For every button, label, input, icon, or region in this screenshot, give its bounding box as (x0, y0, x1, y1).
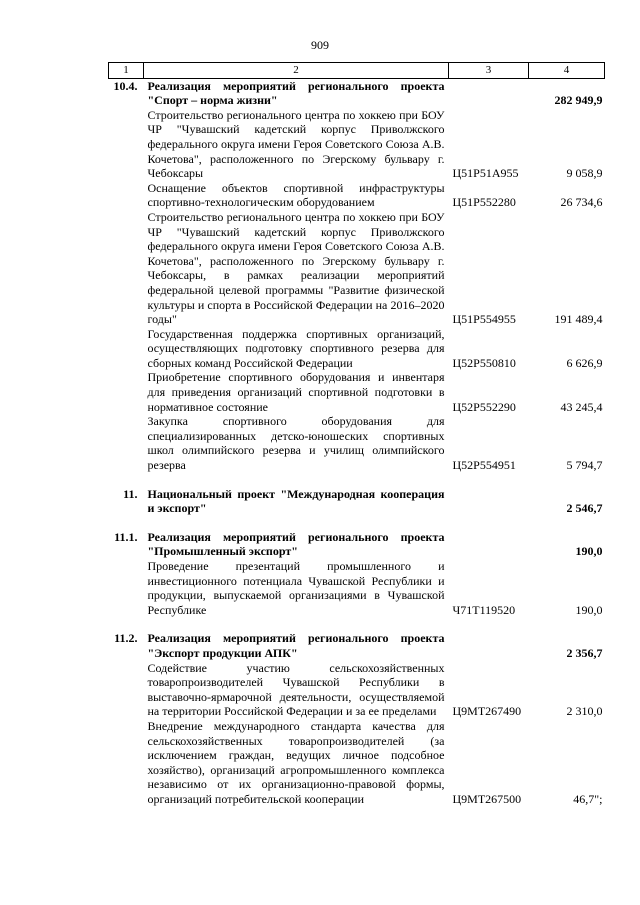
amount: 191 489,4 (554, 312, 603, 327)
spacer-row (109, 617, 605, 631)
item-row (109, 414, 605, 472)
item-description: Проведение презентаций промышленного и инвестиционного потенциала Чувашской Республики и продукции, выпускаемой организациями в Чувашской Республике (147, 559, 445, 617)
budget-code: Ц9МТ267490 (452, 704, 522, 719)
item-row (109, 108, 605, 181)
budget-code: Ц52P554951 (452, 458, 516, 473)
header-col-2: 2 (144, 63, 449, 79)
header-col-1: 1 (109, 63, 144, 79)
item-description: Внедрение международного стандарта качества для сельскохозяйственных товаропроизводителей (за исключением граждан, ведущих личное подсобное хозяйство), организаций агропромышленного комплекса независимо от их организационно-правовой формы, организаций потребительской кооперации (147, 718, 445, 806)
amount: 9 058,9 (566, 166, 603, 181)
amount: 282 949,9 (554, 93, 603, 108)
item-row (109, 327, 605, 371)
budget-code: Ц52P552290 (452, 399, 516, 414)
budget-code: Ц51P554955 (452, 312, 516, 327)
amount: 190,0 (575, 544, 603, 559)
budget-code: Ч71T119520 (452, 602, 516, 617)
budget-code (449, 78, 529, 108)
item-description: Закупка спортивного оборудования для специализированных детско-юношеских спортивных школ олимпийского резерва и училищ олимпийского резерва (147, 414, 445, 473)
amount: 46,7"; (573, 791, 603, 806)
row-number (109, 181, 144, 210)
amount: 26 734,6 (560, 195, 603, 210)
row-number (109, 210, 144, 327)
item-row (109, 181, 605, 210)
row-number: 11.1. (114, 529, 138, 544)
section-title: Реализация мероприятий регионального проекта "Промышленный экспорт" (147, 529, 445, 559)
row-number (109, 719, 144, 807)
item-row (109, 719, 605, 807)
item-description: Приобретение спортивного оборудования и инвентаря для приведения организаций спортивной подготовки в нормативное состояние (147, 370, 445, 414)
header-col-3: 3 (449, 63, 529, 79)
spacer-row (109, 473, 605, 487)
item-description: Оснащение объектов спортивной инфраструктуры спортивно-технологическим оборудованием (147, 180, 445, 210)
section-row (109, 78, 605, 108)
table-header-row (109, 63, 605, 79)
item-description: Государственная поддержка спортивных организаций, осуществляющих подготовку спортивного резерва для сборных команд Российской Федерации (147, 326, 445, 370)
amount: 2 546,7 (566, 501, 603, 516)
row-number: 11.2. (114, 631, 138, 646)
spacer-cell (109, 473, 605, 487)
budget-code: Ц52P550810 (452, 355, 516, 370)
amount: 2 356,7 (566, 645, 603, 660)
row-number: 11. (123, 486, 138, 501)
spacer-row (109, 516, 605, 530)
row-number (109, 370, 144, 414)
item-description: Строительство регионального центра по хоккею при БОУ ЧР "Чувашский кадетский корпус Приволжского федерального округа имени Героя Советского Союза А.В. Кочетова", расположенного по Эгерскому бульвару г. Чебоксары, в рамках реализации мероприятий федеральной целевой программы "Развитие физической культуры и спорта в Российской Федерации на 2016–2020 годы" (147, 209, 445, 327)
section-row (109, 530, 605, 559)
budget-code: Ц9МТ267500 (452, 791, 522, 806)
amount: 5 794,7 (566, 458, 603, 473)
spacer-cell (109, 617, 605, 631)
row-number (109, 108, 144, 181)
row-number (109, 559, 144, 617)
item-description: Содействие участию сельскохозяйственных товаропроизводителей Чувашской Республики в выставочно-ярмарочной деятельности, осуществляемой на территории Российской Федерации и за ее пределами (147, 660, 445, 719)
budget-code (449, 530, 529, 559)
section-row (109, 631, 605, 660)
amount: 2 310,0 (566, 704, 603, 719)
budget-code (449, 487, 529, 516)
row-number: 10.4. (113, 78, 138, 93)
budget-code: Ц51P552280 (452, 195, 516, 210)
item-description: Строительство регионального центра по хоккею при БОУ ЧР "Чувашский кадетский корпус Приволжского федерального округа имени Героя Советского Союза А.В. Кочетова", расположенного по Эгерскому бульвару г. Чебоксары (147, 107, 445, 181)
budget-table (108, 62, 605, 807)
item-row (109, 370, 605, 414)
amount: 43 245,4 (560, 399, 603, 414)
section-title: Национальный проект "Международная кооперация и экспорт" (147, 486, 445, 516)
item-row (109, 559, 605, 617)
row-number (109, 414, 144, 472)
budget-code (449, 631, 529, 660)
row-number (109, 661, 144, 719)
spacer-cell (109, 516, 605, 530)
page-number: 909 (311, 38, 329, 52)
item-row (109, 210, 605, 327)
row-number (109, 327, 144, 371)
section-title: Реализация мероприятий регионального проекта "Экспорт продукции АПК" (147, 631, 445, 660)
table-body (109, 78, 605, 806)
budget-code: Ц51P51А955 (452, 166, 519, 181)
amount: 190,0 (575, 602, 603, 617)
header-col-4: 4 (529, 63, 605, 79)
item-row (109, 661, 605, 719)
section-title: Реализация мероприятий регионального проекта "Спорт – норма жизни" (147, 78, 445, 108)
section-row (109, 487, 605, 516)
amount: 6 626,9 (566, 355, 603, 370)
